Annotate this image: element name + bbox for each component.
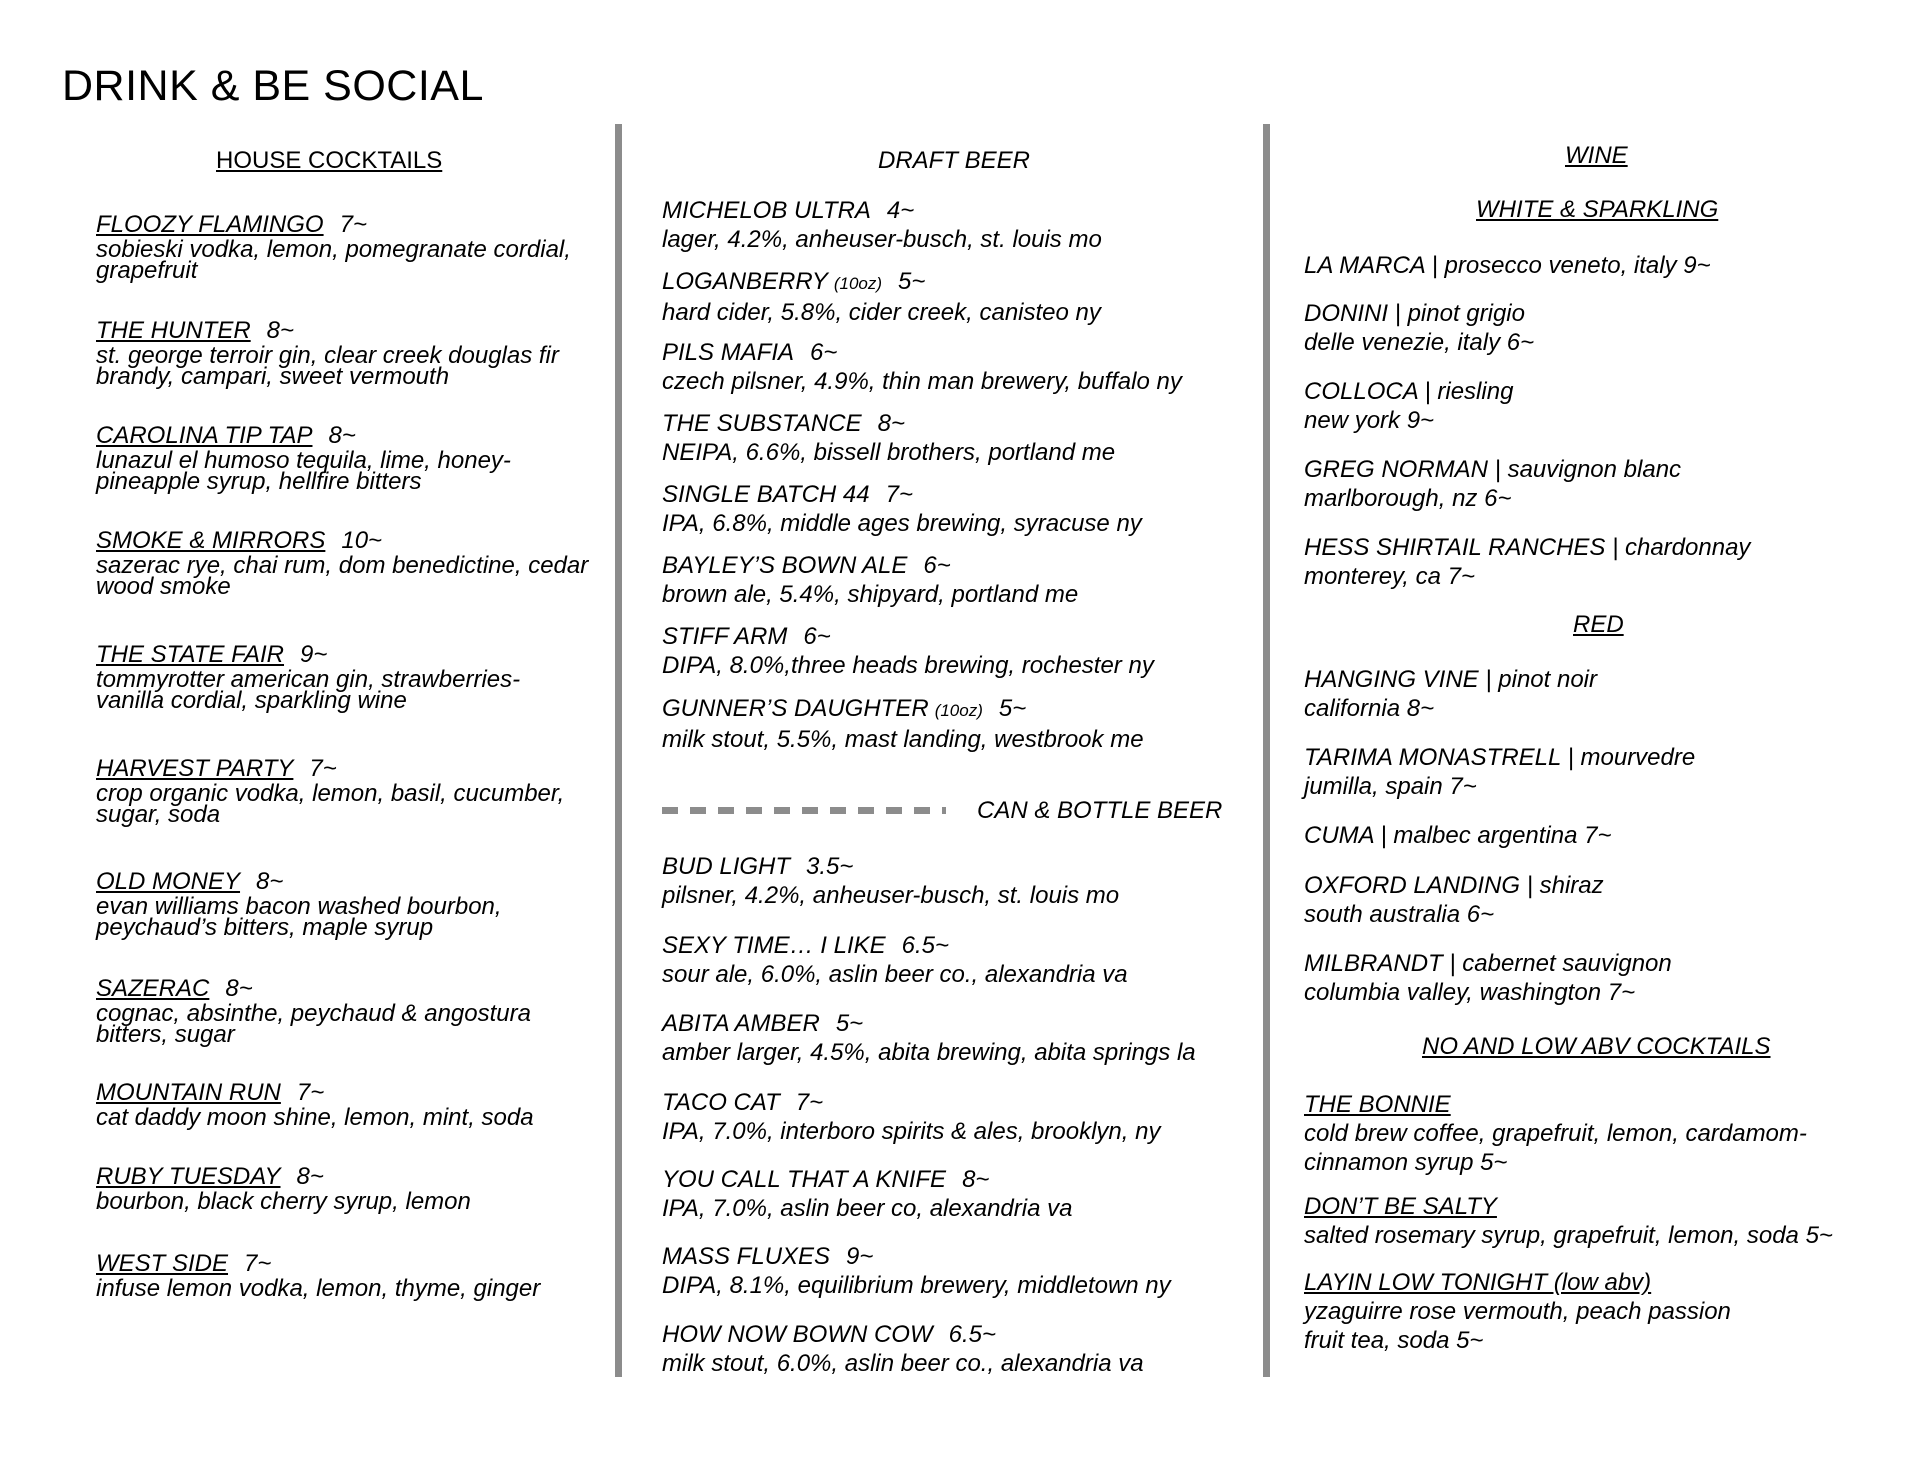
cocktail-description: bourbon, black cherry syrup, lemon bbox=[96, 1188, 471, 1215]
cocktail-name-line bbox=[96, 1162, 471, 1191]
cocktail-name: RUBY TUESDAY bbox=[96, 1163, 281, 1190]
cocktail-name-line bbox=[96, 1249, 540, 1278]
wine-name-line: HANGING VINE | pinot noir bbox=[1304, 666, 1597, 693]
wine-heading: WINE bbox=[1565, 142, 1628, 169]
red-wine-item bbox=[1304, 871, 1604, 929]
beer-name-line bbox=[662, 694, 1144, 725]
cocktail-description-cont: vanilla cordial, sparkling wine bbox=[96, 687, 407, 714]
beer-description: milk stout, 5.5%, mast landing, westbrook me bbox=[662, 726, 1144, 753]
white-wine-item bbox=[1304, 533, 1750, 591]
cocktail-name-line bbox=[96, 210, 571, 239]
column-divider-left bbox=[615, 124, 622, 1377]
wine-name-line: COLLOCA | riesling bbox=[1304, 378, 1514, 405]
beer-name-line bbox=[662, 931, 1128, 960]
cocktail-description-cont: sugar, soda bbox=[96, 801, 221, 828]
beer-name-line bbox=[662, 480, 1142, 509]
beer-name: GUNNER’S DAUGHTER bbox=[662, 695, 929, 722]
cocktail-name-line bbox=[96, 316, 559, 345]
beer-description: DIPA, 8.0%,three heads brewing, rochester ny bbox=[662, 652, 1154, 679]
cocktail-description-cont: grapefruit bbox=[96, 257, 198, 284]
bottle-beer-item bbox=[662, 1088, 1160, 1146]
wine-name-line: DONINI | pinot grigio bbox=[1304, 300, 1525, 327]
beer-name-line bbox=[662, 1320, 1144, 1349]
beer-price: 8~ bbox=[962, 1166, 990, 1193]
cocktail-name-line bbox=[96, 640, 520, 669]
cocktail-name: HARVEST PARTY bbox=[96, 755, 294, 782]
beer-description: czech pilsner, 4.9%, thin man brewery, buffalo ny bbox=[662, 368, 1182, 395]
beer-price: 8~ bbox=[877, 410, 905, 437]
cocktail-name: THE HUNTER bbox=[96, 317, 251, 344]
no-low-cocktail-description-cont: cinnamon syrup 5~ bbox=[1304, 1149, 1508, 1176]
wine-region-line: california 8~ bbox=[1304, 695, 1435, 722]
cocktail-name: MOUNTAIN RUN bbox=[96, 1079, 281, 1106]
cocktail-item bbox=[96, 210, 571, 284]
beer-price: 6~ bbox=[923, 552, 951, 579]
cocktail-description: lunazul el humoso tequila, lime, honey- bbox=[96, 447, 511, 474]
cocktail-item bbox=[96, 1078, 534, 1131]
cocktail-name: SMOKE & MIRRORS bbox=[96, 527, 326, 554]
cocktail-name: SAZERAC bbox=[96, 975, 210, 1002]
cocktail-name-line bbox=[96, 421, 511, 450]
beer-description: DIPA, 8.1%, equilibrium brewery, middletown ny bbox=[662, 1272, 1171, 1299]
beer-price: 6.5~ bbox=[948, 1321, 997, 1348]
wine-region-line: columbia valley, washington 7~ bbox=[1304, 979, 1636, 1006]
cocktail-name-line bbox=[96, 1078, 534, 1107]
bottle-beer-item bbox=[662, 1009, 1196, 1067]
cocktail-name: WEST SIDE bbox=[96, 1250, 229, 1277]
cocktail-name-line bbox=[96, 867, 502, 896]
red-wine-item bbox=[1304, 743, 1695, 801]
beer-description: NEIPA, 6.6%, bissell brothers, portland me bbox=[662, 439, 1116, 466]
beer-description: IPA, 7.0%, interboro spirits & ales, brooklyn, ny bbox=[662, 1118, 1161, 1145]
cocktail-name: OLD MONEY bbox=[96, 868, 241, 895]
beer-price: 5~ bbox=[835, 1010, 864, 1037]
beer-name: PILS MAFIA bbox=[662, 339, 795, 366]
cocktail-price: 8~ bbox=[225, 975, 253, 1002]
cocktail-price: 7~ bbox=[339, 211, 367, 238]
no-low-cocktail-item bbox=[1304, 1090, 1807, 1177]
draft-beer-item bbox=[662, 480, 1142, 538]
cocktail-price: 8~ bbox=[296, 1163, 324, 1190]
beer-name: THE SUBSTANCE bbox=[662, 410, 862, 437]
bottle-beer-item bbox=[662, 852, 1119, 910]
wine-name-line: MILBRANDT | cabernet sauvignon bbox=[1304, 950, 1672, 977]
no-low-cocktail-description-cont: fruit tea, soda 5~ bbox=[1304, 1327, 1484, 1354]
cocktail-price: 7~ bbox=[244, 1250, 272, 1277]
cocktail-description: crop organic vodka, lemon, basil, cucumber, bbox=[96, 780, 565, 807]
wine-name-line: CUMA | malbec argentina 7~ bbox=[1304, 822, 1612, 849]
cocktail-price: 7~ bbox=[296, 1079, 325, 1106]
white-sparkling-heading: WHITE & SPARKLING bbox=[1476, 196, 1719, 223]
cocktail-item bbox=[96, 867, 502, 941]
beer-name: BUD LIGHT bbox=[662, 853, 791, 880]
cocktail-name-line bbox=[96, 754, 564, 783]
cocktail-description: cognac, absinthe, peychaud & angostura bbox=[96, 1000, 531, 1027]
beer-name: BAYLEY’S BOWN ALE bbox=[662, 552, 908, 579]
beer-name-line bbox=[662, 1088, 1160, 1117]
page-title: DRINK & BE SOCIAL bbox=[62, 62, 484, 110]
wine-region-line: delle venezie, italy 6~ bbox=[1304, 329, 1535, 356]
cocktail-name: FLOOZY FLAMINGO bbox=[96, 211, 324, 238]
cocktail-description-cont: pineapple syrup, hellfire bitters bbox=[96, 468, 422, 495]
cocktail-description-cont: brandy, campari, sweet vermouth bbox=[96, 363, 450, 390]
beer-description: pilsner, 4.2%, anheuser-busch, st. louis mo bbox=[662, 882, 1120, 909]
section-dash-divider bbox=[662, 807, 946, 814]
cocktail-item bbox=[96, 1162, 471, 1215]
wine-region-line: new york 9~ bbox=[1304, 407, 1435, 434]
white-wine-item bbox=[1304, 299, 1534, 357]
beer-name-line bbox=[662, 1009, 1196, 1038]
beer-price: 7~ bbox=[885, 481, 913, 508]
beer-name-line bbox=[662, 852, 1119, 881]
cocktail-price: 8~ bbox=[328, 422, 356, 449]
no-low-abv-heading: NO AND LOW ABV COCKTAILS bbox=[1422, 1033, 1771, 1060]
draft-beer-item bbox=[662, 409, 1115, 467]
red-wine-item bbox=[1304, 665, 1597, 723]
beer-price: 7~ bbox=[795, 1089, 824, 1116]
beer-size-note: (10oz) bbox=[833, 274, 883, 293]
beer-description: brown ale, 5.4%, shipyard, portland me bbox=[662, 581, 1079, 608]
no-low-cocktail-description: salted rosemary syrup, grapefruit, lemon, soda 5~ bbox=[1304, 1222, 1833, 1249]
bottle-beer-item bbox=[662, 1242, 1171, 1300]
cocktail-description-cont: bitters, sugar bbox=[96, 1021, 235, 1048]
cocktail-price: 8~ bbox=[256, 868, 284, 895]
beer-name: SEXY TIME… I LIKE bbox=[662, 932, 886, 959]
beer-name-line bbox=[662, 551, 1078, 580]
wine-name-line: LA MARCA | prosecco veneto, italy 9~ bbox=[1304, 252, 1711, 279]
cocktail-description: tommyrotter american gin, strawberries- bbox=[96, 666, 521, 693]
beer-name: MICHELOB ULTRA bbox=[662, 197, 871, 224]
draft-beer-item bbox=[662, 551, 1078, 609]
cocktail-price: 9~ bbox=[300, 641, 328, 668]
cocktail-item bbox=[96, 974, 531, 1048]
no-low-cocktail-name: THE BONNIE bbox=[1304, 1091, 1451, 1118]
draft-beer-item bbox=[662, 267, 1101, 327]
cocktail-name: THE STATE FAIR bbox=[96, 641, 285, 668]
beer-name-line bbox=[662, 1165, 1072, 1194]
beer-name: MASS FLUXES bbox=[662, 1243, 831, 1270]
beer-price: 6~ bbox=[803, 623, 831, 650]
beer-name: YOU CALL THAT A KNIFE bbox=[662, 1166, 947, 1193]
no-low-cocktail-description: cold brew coffee, grapefruit, lemon, cardamom- bbox=[1304, 1120, 1807, 1147]
beer-description: hard cider, 5.8%, cider creek, canisteo ny bbox=[662, 299, 1101, 326]
cocktail-item bbox=[96, 421, 511, 495]
no-low-cocktail-name: DON’T BE SALTY bbox=[1304, 1193, 1497, 1220]
cocktail-item bbox=[96, 640, 521, 714]
draft-beer-item bbox=[662, 694, 1144, 754]
beer-description: milk stout, 6.0%, aslin beer co., alexandria va bbox=[662, 1350, 1144, 1377]
white-wine-item bbox=[1304, 251, 1711, 280]
cocktail-description-cont: wood smoke bbox=[96, 573, 231, 600]
beer-price: 5~ bbox=[998, 695, 1027, 722]
beer-name: STIFF ARM bbox=[662, 623, 788, 650]
wine-region-line: jumilla, spain 7~ bbox=[1304, 773, 1477, 800]
beer-name: LOGANBERRY bbox=[662, 268, 828, 295]
cocktail-description: sobieski vodka, lemon, pomegranate cordial, bbox=[96, 236, 571, 263]
cocktail-item bbox=[96, 526, 589, 600]
cocktail-description-cont: peychaud’s bitters, maple syrup bbox=[96, 914, 434, 941]
beer-name-line bbox=[662, 622, 1154, 651]
bottle-beer-item bbox=[662, 931, 1128, 989]
draft-beer-item bbox=[662, 196, 1102, 254]
cocktail-description: infuse lemon vodka, lemon, thyme, ginger bbox=[96, 1275, 541, 1302]
beer-name: ABITA AMBER bbox=[662, 1010, 820, 1037]
beer-name: HOW NOW BOWN COW bbox=[662, 1321, 933, 1348]
beer-price: 9~ bbox=[846, 1243, 874, 1270]
house-cocktails-heading: HOUSE COCKTAILS bbox=[216, 147, 443, 174]
wine-region-line: marlborough, nz 6~ bbox=[1304, 485, 1512, 512]
white-wine-item bbox=[1304, 377, 1513, 435]
draft-beer-item bbox=[662, 622, 1154, 680]
cocktail-price: 10~ bbox=[341, 527, 383, 554]
bottle-beer-item bbox=[662, 1320, 1144, 1378]
bottle-beer-item bbox=[662, 1165, 1072, 1223]
beer-price: 5~ bbox=[898, 268, 926, 295]
wine-name-line: OXFORD LANDING | shiraz bbox=[1304, 872, 1604, 899]
column-divider-right bbox=[1263, 124, 1270, 1377]
draft-beer-item bbox=[662, 338, 1182, 396]
beer-name-line bbox=[662, 338, 1182, 367]
cocktail-name: CAROLINA TIP TAP bbox=[96, 422, 313, 449]
cocktail-name-line bbox=[96, 526, 588, 555]
beer-description: IPA, 6.8%, middle ages brewing, syracuse ny bbox=[662, 510, 1142, 537]
cocktail-description: cat daddy moon shine, lemon, mint, soda bbox=[96, 1104, 534, 1131]
cocktail-description: st. george terroir gin, clear creek douglas fir bbox=[96, 342, 559, 369]
wine-name-line: HESS SHIRTAIL RANCHES | chardonnay bbox=[1304, 534, 1751, 561]
beer-name: TACO CAT bbox=[662, 1089, 780, 1116]
red-heading: RED bbox=[1573, 611, 1624, 638]
beer-size-note: (10oz) bbox=[934, 701, 983, 720]
red-wine-item bbox=[1304, 949, 1672, 1007]
wine-name-line: GREG NORMAN | sauvignon blanc bbox=[1304, 456, 1682, 483]
beer-price: 4~ bbox=[886, 197, 915, 224]
beer-price: 3.5~ bbox=[806, 853, 854, 880]
wine-region-line: south australia 6~ bbox=[1304, 901, 1495, 928]
beer-name: SINGLE BATCH 44 bbox=[662, 481, 870, 508]
can-bottle-beer-heading: CAN & BOTTLE BEER bbox=[977, 797, 1223, 824]
wine-name-line: TARIMA MONASTRELL | mourvedre bbox=[1304, 744, 1696, 771]
no-low-cocktail-item bbox=[1304, 1192, 1833, 1250]
no-low-cocktail-item bbox=[1304, 1268, 1731, 1355]
white-wine-item bbox=[1304, 455, 1681, 513]
cocktail-description: sazerac rye, chai rum, dom benedictine, cedar bbox=[96, 552, 589, 579]
beer-description: sour ale, 6.0%, aslin beer co., alexandria va bbox=[662, 961, 1128, 988]
cocktail-item bbox=[96, 1249, 541, 1302]
cocktail-price: 7~ bbox=[309, 755, 337, 782]
draft-beer-heading: DRAFT BEER bbox=[878, 147, 1031, 174]
beer-price: 6.5~ bbox=[901, 932, 950, 959]
beer-description: lager, 4.2%, anheuser-busch, st. louis mo bbox=[662, 226, 1102, 253]
cocktail-name-line bbox=[96, 974, 531, 1003]
beer-name-line bbox=[662, 267, 1101, 298]
cocktail-description: evan williams bacon washed bourbon, bbox=[96, 893, 502, 920]
cocktail-item bbox=[96, 316, 559, 390]
wine-region-line: monterey, ca 7~ bbox=[1304, 563, 1475, 590]
beer-price: 6~ bbox=[810, 339, 838, 366]
beer-description: IPA, 7.0%, aslin beer co, alexandria va bbox=[662, 1195, 1073, 1222]
beer-name-line bbox=[662, 1242, 1171, 1271]
beer-name-line bbox=[662, 196, 1102, 225]
beer-name-line bbox=[662, 409, 1115, 438]
no-low-cocktail-name: LAYIN LOW TONIGHT (low abv) bbox=[1304, 1269, 1652, 1296]
cocktail-item bbox=[96, 754, 565, 828]
cocktail-price: 8~ bbox=[266, 317, 295, 344]
no-low-cocktail-description: yzaguirre rose vermouth, peach passion bbox=[1304, 1298, 1731, 1325]
red-wine-item bbox=[1304, 821, 1612, 850]
beer-description: amber larger, 4.5%, abita brewing, abita springs la bbox=[662, 1039, 1196, 1066]
